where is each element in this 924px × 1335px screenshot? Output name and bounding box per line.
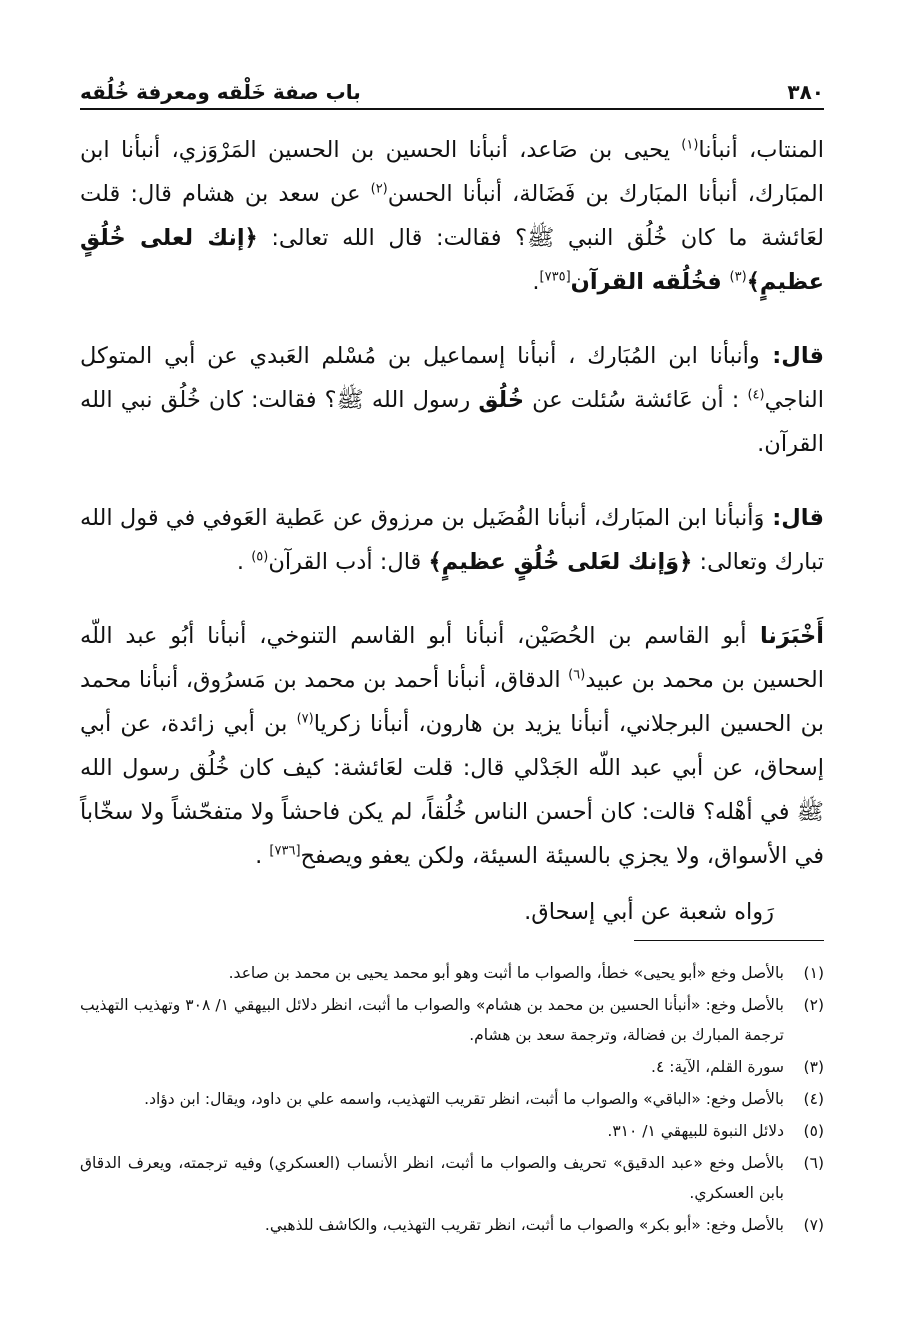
footnote-6 bbox=[80, 1148, 824, 1208]
footnote-marker[interactable]: (٢) bbox=[370, 181, 388, 197]
paragraph-5 bbox=[80, 890, 824, 934]
text-span: يحيى بن صَاعد، أنبأنا الحسين بن الحسين المَرْوَزي، أنبأنا ابن المبَارك، أنبأنا المبَارك بن فَضَالة، أنبأنا الحسن bbox=[80, 137, 825, 207]
footnote-number: (٧) bbox=[803, 1216, 824, 1234]
footnote-number: (٣) bbox=[803, 1058, 824, 1076]
footnote-marker[interactable]: (٧) bbox=[296, 711, 314, 727]
footnote-text: بالأصل وخع: «أنبأنا الحسين بن محمد بن هشام» والصواب ما أثبت، انظر دلائل البيهقي ١/ ٣٠٨ وتهذيب التهذيب ترجمة المبارك بن فضالة، وترجمة سعد بن هشام. bbox=[80, 996, 785, 1044]
footnote-7 bbox=[80, 1210, 824, 1240]
footnote-number: (٢) bbox=[803, 996, 824, 1014]
text-span: : أن عَائشة سُئلت عن bbox=[524, 387, 748, 413]
header-rule bbox=[80, 108, 824, 110]
paragraph-3 bbox=[80, 496, 824, 584]
hadith-number: [٧٣٥] bbox=[539, 269, 571, 285]
quran-quote: ﴿وَإنك لعَلى خُلُقٍ عظيمٍ﴾ bbox=[428, 549, 693, 575]
footnote-marker[interactable]: (٥) bbox=[251, 549, 269, 565]
footnote-number: (٤) bbox=[803, 1090, 824, 1108]
footnote-number: (٦) bbox=[803, 1154, 824, 1172]
hadith-number: [٧٣٦] bbox=[269, 843, 301, 859]
quran-quote: ﴿إنك لعلى خُلُقٍ عظيمٍ﴾ bbox=[80, 225, 824, 295]
footnote-number: (٥) bbox=[803, 1122, 824, 1140]
footnote-text: بالأصل وخع: «الباقي» والصواب ما أثبت، انظر تقريب التهذيب، واسمه علي بن داود، ويقال: ابن دؤاد. bbox=[144, 1090, 784, 1108]
text-span: قال: أدب القرآن bbox=[268, 549, 429, 575]
footnote-marker[interactable]: (١) bbox=[681, 137, 699, 153]
footnote-text: بالأصل وخع «عبد الدقيق» تحريف والصواب ما أثبت، انظر الأنساب (العسكري) وفيه ترجمته، ويعرف الدقاق بابن العسكري. bbox=[80, 1154, 784, 1202]
text-span: الدقاق، أنبأنا أحمد بن محمد بن مَسرُوق، أنبأنا محمد بن الحسين البرجلاني، أنبأنا يزيد بن هارون، أنبأنا زكريا bbox=[80, 667, 825, 737]
footnote-1 bbox=[80, 958, 824, 988]
footnote-3 bbox=[80, 1052, 824, 1082]
text-span: رسول الله ﷺ؟ فقالت: كان خُلُق نبي الله القرآن. bbox=[80, 387, 824, 457]
paragraph-lead: أَخْبَرَنا bbox=[746, 623, 824, 649]
text-span: أبو القاسم بن الحُصَيْن، أنبأنا أبو القاسم التنوخي، أنبأنا أبُو عبد اللّه الحسين بن محمد بن عبيد bbox=[80, 623, 825, 693]
emphasis-word: خُلُق bbox=[478, 387, 525, 413]
footnote-rule bbox=[634, 940, 824, 941]
text-span: . bbox=[255, 843, 270, 869]
text-span: بن أبي زائدة، عن أبي إسحاق، عن أبي عبد اللّه الجَدْلي قال: قلت لعَائشة: كيف كان خُلُق رسول الله ﷺ في أهْله؟ قالت: كان أحسن الناس خُلُقاً، لم يكن فاحشاً ولا متفحّشاً ولا سخّاباً في الأسواق، ولا يجزي بالسيئة السيئة، ولكن يعفو ويصفح bbox=[80, 711, 824, 869]
running-title: باب صفة خَلْقه ومعرفة خُلُقه bbox=[80, 80, 361, 104]
paragraph-lead: قال: bbox=[764, 505, 824, 531]
paragraph-lead: قال: bbox=[759, 343, 825, 369]
footnote-text: بالأصل وخع «أبو يحيى» خطأ، والصواب ما أثبت وهو أبو محمد يحيى بن محمد بن صاعد. bbox=[228, 964, 784, 982]
footnote-marker[interactable]: (٦) bbox=[568, 667, 586, 683]
footnote-5 bbox=[80, 1116, 824, 1146]
footnotes bbox=[80, 958, 824, 1242]
text-span: وأنبأنا ابن المُبَارك ، أنبأنا إسماعيل بن مُسْلم العَبدي عن أبي المتوكل الناجي bbox=[80, 343, 825, 413]
footnote-marker[interactable]: (٤) bbox=[747, 387, 765, 403]
footnote-2 bbox=[80, 990, 824, 1050]
page-header bbox=[80, 68, 824, 104]
text-span: . bbox=[236, 549, 252, 575]
text-span: رَواه شعبة عن أبي إسحاق. bbox=[524, 899, 774, 925]
footnote-text: سورة القلم، الآية: ٤. bbox=[651, 1058, 784, 1076]
text-span: . bbox=[532, 269, 540, 295]
footnote-4 bbox=[80, 1084, 824, 1114]
text-span: فخُلُقه القرآن bbox=[570, 269, 730, 295]
paragraph-2 bbox=[80, 334, 824, 466]
page-number: ٣٨٠ bbox=[787, 80, 824, 104]
footnote-marker[interactable]: (٣) bbox=[729, 269, 747, 285]
footnote-number: (١) bbox=[803, 964, 824, 982]
paragraph-4 bbox=[80, 614, 824, 878]
text-span: وَأنبأنا ابن المبَارك، أنبأنا الفُضَيل بن مرزوق عن عَطية العَوفي في قول الله تبارك وتعالى: bbox=[80, 505, 824, 575]
paragraph-1 bbox=[80, 128, 824, 304]
text-span: عن سعد بن هشام قال: قلت لعَائشة ما كان خُلُق النبي ﷺ؟ فقالت: قال الله تعالى: bbox=[80, 181, 824, 251]
main-text bbox=[80, 128, 824, 964]
footnote-text: بالأصل وخع: «أبو بكر» والصواب ما أثبت، انظر تقريب التهذيب، والكاشف للذهبي. bbox=[264, 1216, 784, 1234]
text-span: المنتاب، أنبأنا bbox=[698, 137, 825, 163]
footnote-text: دلائل النبوة للبيهقي ١/ ٣١٠. bbox=[607, 1122, 784, 1140]
